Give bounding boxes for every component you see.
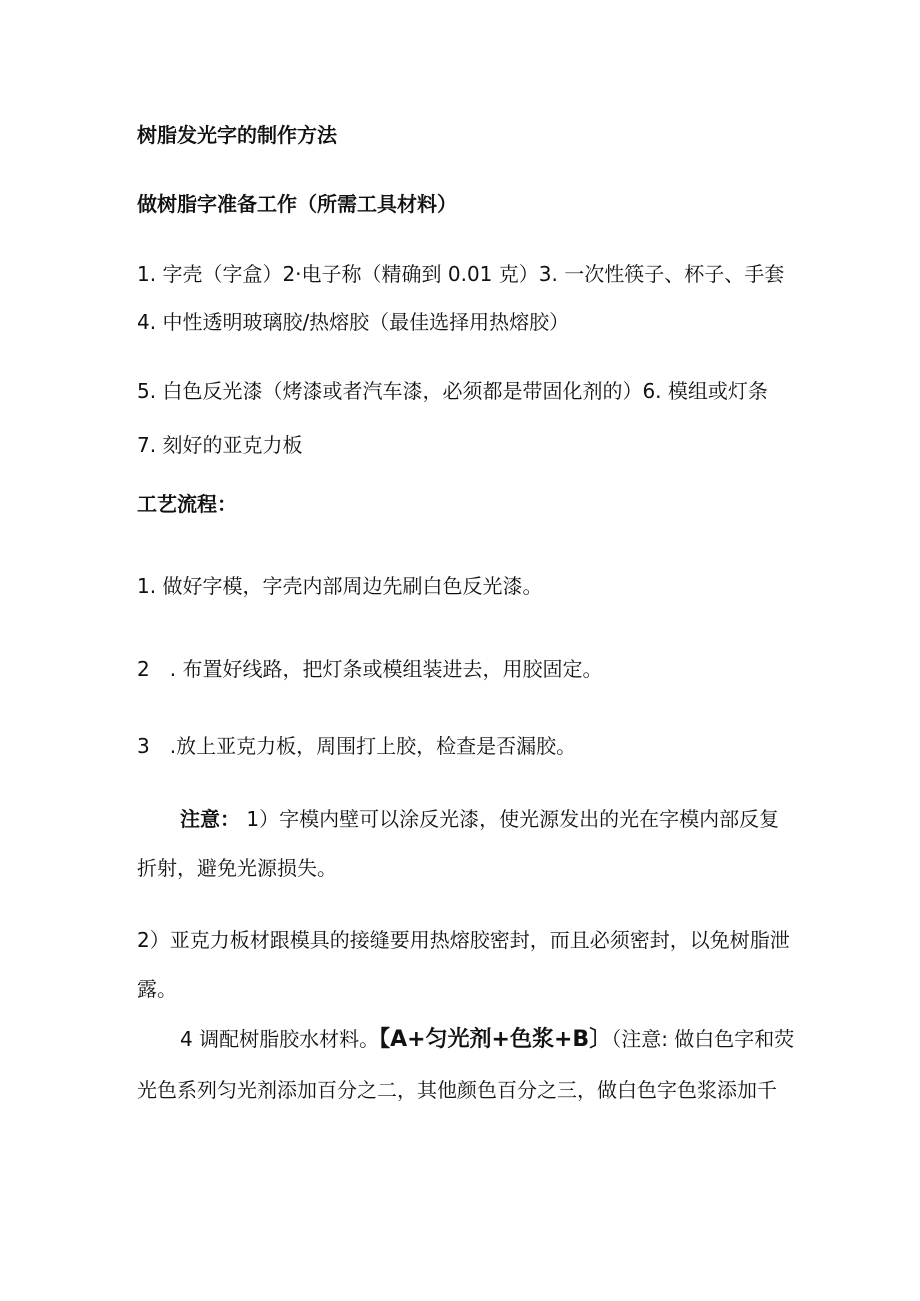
- materials-line-2: 4. 中性透明玻璃胶/热熔胶（最佳选择用热熔胶）: [137, 310, 570, 334]
- note-item-1-text: 1）字模内壁可以涂反光漆，使光源发出的光在字模内部反复: [246, 807, 780, 831]
- process-step-3: 3 .放上亚克力板，周围打上胶，检查是否漏胶。: [137, 734, 577, 758]
- materials-line-4: 7. 刻好的亚克力板: [137, 433, 303, 457]
- step-4-formula: 【A+匀光剂+色浆+B〕: [379, 1027, 612, 1052]
- note-line-2: 折射，避免光源损失。: [137, 856, 337, 880]
- process-heading: 工艺流程：: [137, 492, 237, 516]
- process-step-2: 2 . 布置好线路，把灯条或模组装进去，用胶固定。: [137, 657, 603, 681]
- document-title: 树脂发光字的制作方法: [137, 123, 337, 147]
- process-step-1: 1. 做好字模，字壳内部周边先刷白色反光漆。: [137, 574, 543, 598]
- note-item-2-line-2: 露。: [137, 977, 177, 1001]
- step-4-line-2: 光色系列匀光剂添加百分之二，其他颜色百分之三，做白色字色浆添加千: [137, 1078, 777, 1102]
- step-4-suffix: （注意: 做白色字和荧: [611, 1027, 795, 1051]
- note-line-1: [180, 806, 840, 832]
- step-4-line-1: [180, 1026, 840, 1053]
- materials-line-1: 1. 字壳（字盒）2·电子称（精确到 0.01 克）3. 一次性筷子、杯子、手套: [137, 262, 785, 286]
- step-4-prefix: 4 调配树脂胶水材料。: [180, 1027, 380, 1051]
- note-item-2-line-1: 2）亚克力板材跟模具的接缝要用热熔胶密封，而且必须密封，以免树脂泄: [137, 928, 790, 952]
- note-label: 注意：: [180, 807, 240, 831]
- materials-line-3: 5. 白色反光漆（烤漆或者汽车漆，必须都是带固化剂的）6. 模组或灯条: [137, 379, 768, 403]
- prep-heading: 做树脂字准备工作（所需工具材料）: [137, 192, 457, 216]
